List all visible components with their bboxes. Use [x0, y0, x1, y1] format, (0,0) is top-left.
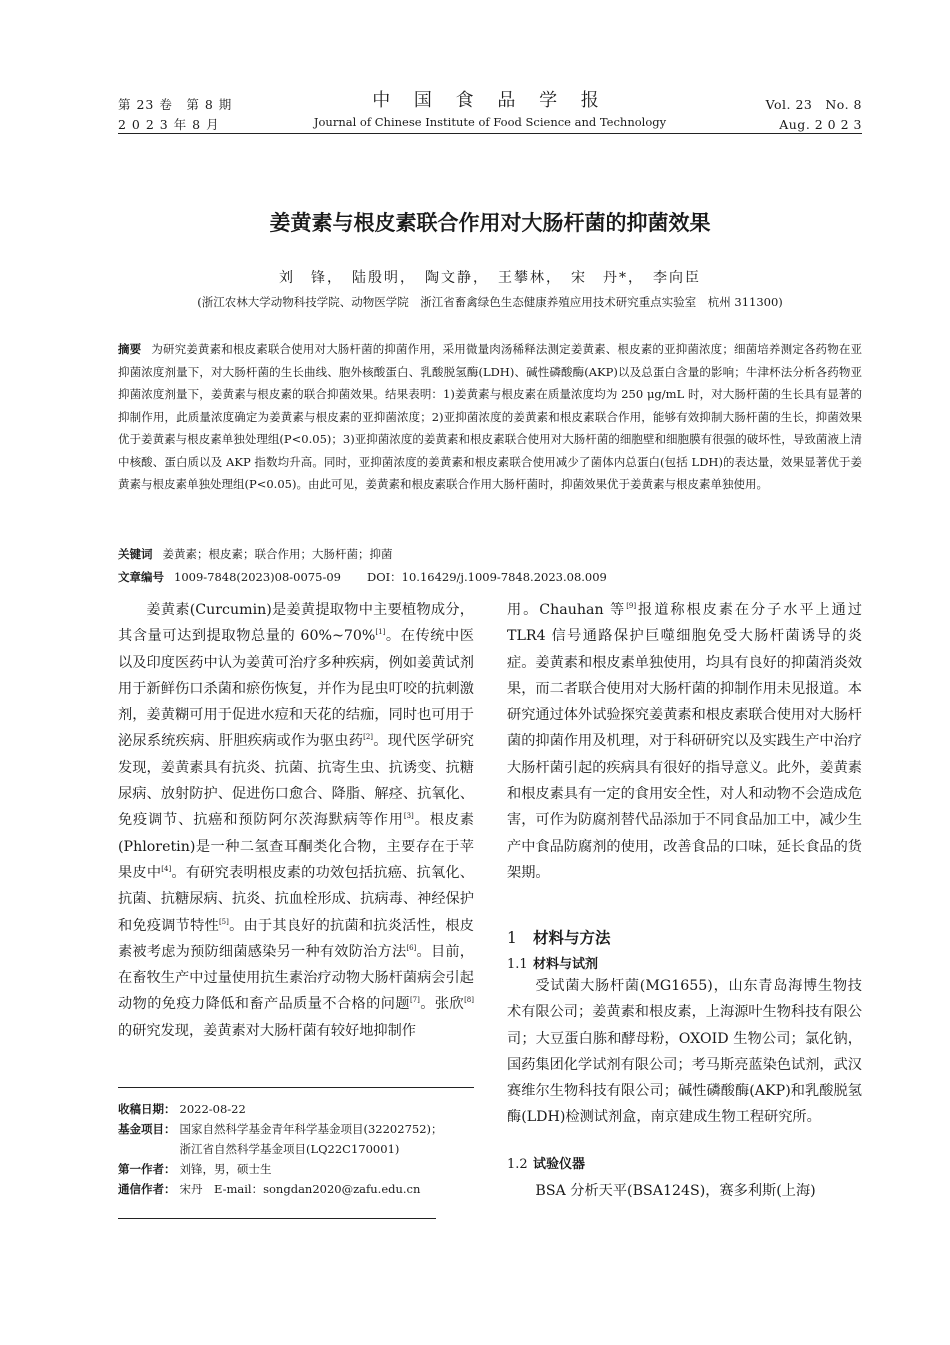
journal-title-cn: 中 国 食 品 学 报: [372, 90, 608, 111]
section-heading-1: [507, 926, 611, 950]
footnote-label: 通信作者：: [118, 1182, 176, 1196]
footnote-end-rule: [118, 1218, 436, 1219]
citation[interactable]: [6]: [406, 943, 417, 952]
citation[interactable]: [5]: [218, 917, 229, 926]
volume-issue-cn: 第 23 卷 第 8 期: [118, 97, 233, 112]
keywords: [118, 543, 862, 565]
intro-continued-paragraph: [507, 597, 862, 886]
abstract-label: 摘要: [118, 342, 142, 356]
article-title: 姜黄素与根皮素联合作用对大肠杆菌的抑菌效果: [269, 211, 711, 235]
header-center: [300, 89, 680, 131]
date-en: Aug. 2 0 2 3: [779, 117, 862, 132]
footnote-label: 收稿日期：: [118, 1102, 176, 1116]
footnote-value: 刘锋，男，硕士生: [179, 1162, 272, 1176]
header-rule: [118, 133, 862, 134]
text-run: 。在传统中医以及印度医药中认为姜黄可治疗多种疾病，例如姜黄试剂用于新鲜伤口杀菌和瘀伤恢复，并作为昆虫叮咬的抗刺激剂，姜黄糊可用于促进水痘和天花的结痂，同时也可用于泌尿系统疾病、肝胆疾病或作为驱虫药: [118, 628, 474, 750]
subsection-number: 1.1: [507, 957, 528, 972]
materials-paragraph: [507, 973, 862, 1131]
intro-paragraph: [118, 597, 474, 1044]
citation[interactable]: [4]: [161, 864, 172, 873]
keywords-text: 姜黄素；根皮素；联合作用；大肠杆菌；抑菌: [162, 547, 393, 561]
citation[interactable]: [9]: [626, 602, 637, 610]
footnotes: [118, 1099, 498, 1199]
affiliation: (浙江农林大学动物科技学院、动物医学院 浙江省畜禽绿色生态健康养殖应用技术研究重点实验室 杭州 311300): [197, 295, 783, 309]
instruments-text: BSA 分析天平(BSA124S)，赛多利斯(上海): [535, 1183, 816, 1199]
text-run: 。根皮素(Phloretin)是一种二氢查耳酮类化合物，主要存在于苹果皮中: [118, 812, 474, 881]
fund-item: 国家自然科学基金青年科学基金项目(32202752)；: [179, 1122, 443, 1136]
text-run: 。目前，在畜牧生产中过量使用抗生素治疗动物大肠杆菌病会引起动物的免疫力降低和畜产品质量不合格的问题: [118, 943, 474, 1013]
footnote-label: 基金项目：: [118, 1122, 176, 1136]
text-run: 。现代医学研究发现，姜黄素具有抗炎、抗菌、抗寄生虫、抗诱变、抗糖尿病、放射防护、促进伤口愈合、降脂、解痉、抗氧化、免疫调节、抗癌和预防阿尔茨海默病等作用: [118, 733, 474, 829]
text-run: 用。Chauhan 等: [507, 602, 627, 618]
article-number: [118, 566, 862, 588]
abstract-text: 为研究姜黄素和根皮素联合使用对大肠杆菌的抑菌作用，采用微量肉汤稀释法测定姜黄素、根皮素的亚抑菌浓度；细菌培养测定各药物在亚抑菌浓度剂量下，对大肠杆菌的生长曲线、胞外核酸蛋白、乳酸脱氢酶(LDH)、碱性磷酸酶(AKP)以及总蛋白含量的影响；牛津杯法分析各药物亚抑菌浓度剂量下，姜黄素与根皮素的联合抑菌效果。结果表明：1)姜黄素与根皮素在质量浓度均为 250 μg/mL 时，对大肠杆菌的生长具有显著的抑制作用，此质量浓度确定为姜黄素与根皮素的亚抑菌浓度；2)亚抑菌浓度的姜黄素和根皮素联合作用，能够有效抑制大肠杆菌的生长，抑菌效果优于姜黄素与根皮素单独处理组(P<0.05)；3)亚抑菌浓度的姜黄素和根皮素联合使用对大肠杆菌的细胞壁和细胞膜有很强的破坏性，导致菌液上清中核酸、蛋白质以及 AKP 指数均升高。同时，亚抑菌浓度的姜黄素和根皮素联合使用减少了菌体内总蛋白(包括 LDH)的表达量，效果显著优于姜黄素与根皮素单独处理组(P<0.05)。由此可见，姜黄素和根皮素联合作用大肠杆菌时，抑菌效果优于姜黄素与根皮素单独使用。: [118, 342, 862, 491]
doi: DOI：10.16429/j.1009-7848.2023.08.009: [366, 570, 607, 584]
fund-projects: [118, 1119, 498, 1159]
body-left-column: [118, 597, 474, 1044]
keywords-label: 关键词: [118, 547, 153, 561]
header-right: [766, 95, 862, 135]
volume-issue-en: Vol. 23 No. 8: [765, 97, 862, 112]
received-date: [118, 1099, 498, 1119]
citation[interactable]: [7]: [409, 996, 420, 1005]
footnote-value: [180, 1119, 443, 1159]
subsection-number: 1.2: [507, 1157, 528, 1172]
article-number-value: 1009-7848(2023)08-0075-09: [174, 570, 341, 584]
subsection-title: 试验仪器: [533, 1157, 586, 1172]
text-run: 。张欣: [419, 996, 465, 1013]
materials-text: 受试菌大肠杆菌(MG1655)，山东青岛海博生物技术有限公司；姜黄素和根皮素，上海源叶生物科技有限公司；大豆蛋白胨和酵母粉，OXOID 生物公司；氯化钠，国药集团化学试剂有限公司；考马斯亮蓝染色试剂，武汉赛维尔生物科技有限公司；碱性磷酸酶(AKP)和乳酸脱氢酶(LDH)检测试剂盒，南京建成生物工程研究所。: [507, 978, 862, 1126]
text-run: 。有研究表明根皮素的功效包括抗癌、抗氧化、抗菌、抗糖尿病、抗炎、抗血栓形成、抗病毒、神经保护和免疫调节特性: [118, 864, 474, 934]
body-right-column: [507, 597, 862, 886]
first-author: [118, 1159, 498, 1179]
footnote-label: 第一作者：: [118, 1162, 176, 1176]
abstract: [118, 338, 862, 496]
text-run: 报道称根皮素在分子水平上通过 TLR4 信号通路保护巨噬细胞免受大肠杆菌诱导的炎症。姜黄素和根皮素单独使用，均具有良好的抑菌消炎效果，而二者联合使用对大肠杆菌的抑制作用未见报道。本研究通过体外试验探究姜黄素和根皮素联合使用对大肠杆菌的抑菌作用及机理，对于科研研究以及实践生产中治疗大肠杆菌引起的疾病具有很好的指导意义。此外，姜黄素和根皮素具有一定的食用安全性，对人和动物不会造成危害，可作为防腐剂替代品添加于不同食品加工中，减少生产中食品防腐剂的使用，改善食品的口味，延长食品的货架期。: [507, 602, 862, 881]
citation[interactable]: [1]: [375, 628, 386, 637]
subsection-heading-1-1: [507, 955, 598, 975]
corresponding-author: [118, 1179, 498, 1199]
date-cn: 2 0 2 3 年 8 月: [118, 117, 220, 132]
journal-title-en: Journal of Chinese Institute of Food Science and Technology: [313, 115, 667, 129]
citation[interactable]: [2]: [363, 733, 374, 742]
section-title: 材料与方法: [533, 929, 611, 947]
citation[interactable]: [3]: [403, 812, 414, 821]
footnote-rule: [118, 1087, 474, 1088]
text-run: 。由于其良好的抗菌和抗炎活性，根皮素被考虑为预防细菌感染另一种有效防治方法: [118, 917, 474, 960]
subsection-title: 材料与试剂: [533, 957, 599, 972]
article-number-label: 文章编号: [118, 570, 164, 584]
subsection-heading-1-2: [507, 1155, 585, 1175]
footnote-value: 宋丹 E-mail：songdan2020@zafu.edu.cn: [179, 1182, 421, 1196]
fund-item: 浙江省自然科学基金项目(LQ22C170001): [179, 1142, 400, 1156]
instruments-paragraph: [507, 1178, 862, 1204]
text-run: 姜黄素(Curcumin)是姜黄提取物中主要植物成分，其含量可达到提取物总量的 60%~70%: [118, 602, 474, 645]
section-number: 1: [507, 929, 517, 947]
header-left: [118, 95, 232, 135]
author-list: 刘 锋， 陆殷明， 陶文静， 王攀林， 宋 丹*， 李向臣: [279, 270, 701, 286]
footnote-value: 2022-08-22: [179, 1102, 246, 1116]
text-run: 的研究发现，姜黄素对大肠杆菌有较好地抑制作: [118, 1022, 416, 1039]
citation[interactable]: [8]: [464, 996, 474, 1005]
